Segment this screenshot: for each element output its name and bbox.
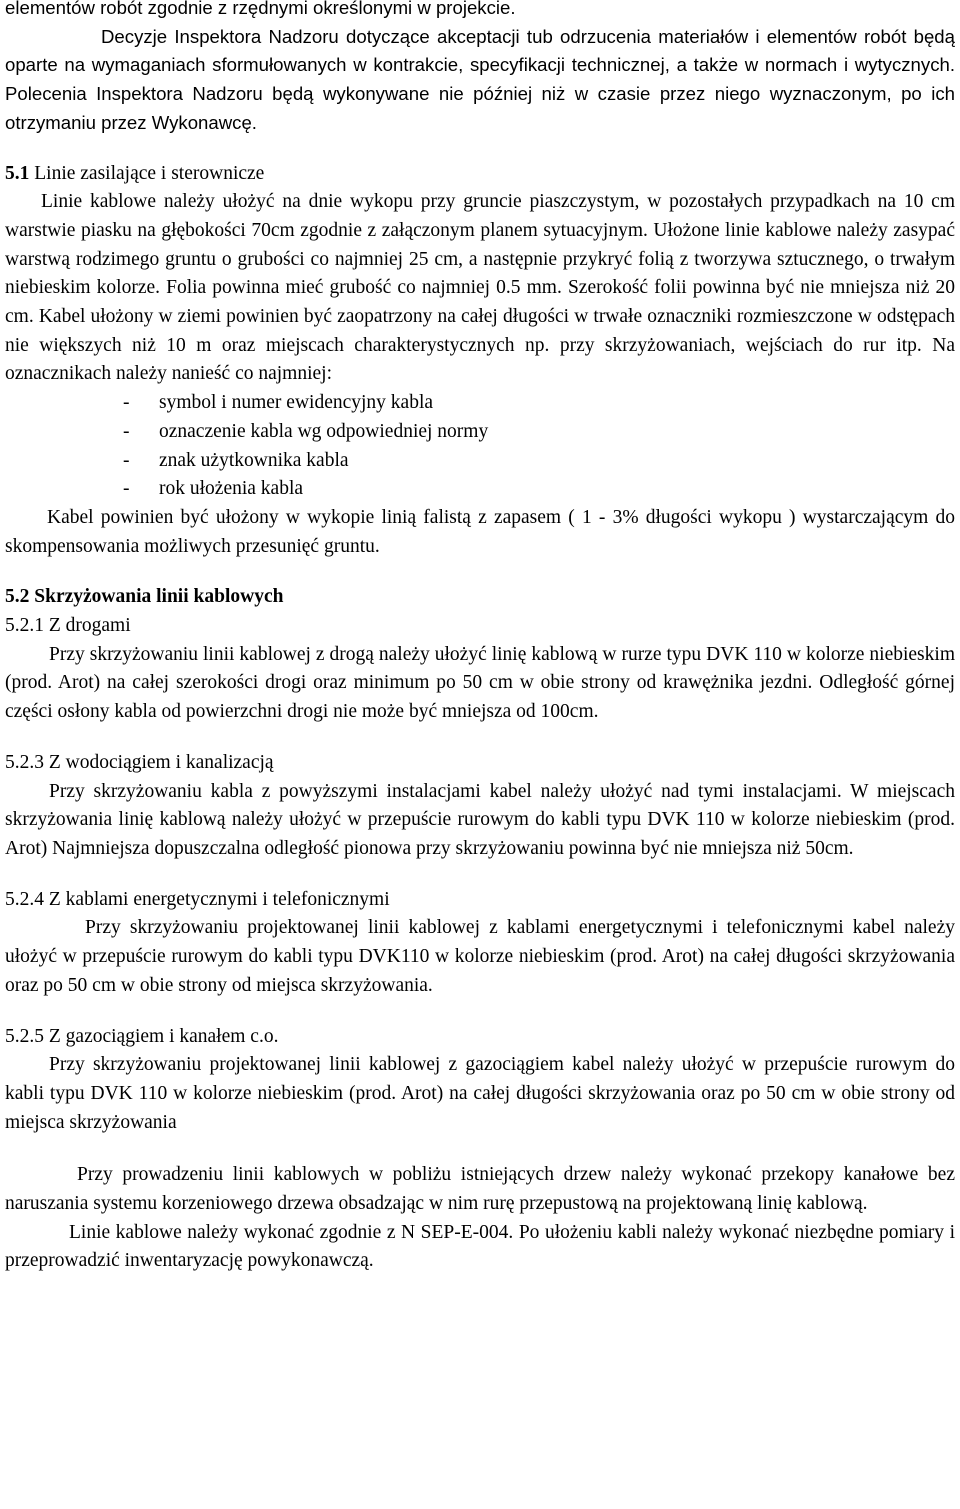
section-5-2-4-paragraph: Przy skrzyżowaniu projektowanej linii kablowej z kablami energetycznymi i telefonicznymi kabel należy ułożyć w przepuście rurowym do kabli typu DVK110 w kolorze niebieskim (prod. Arot) na całej długości skrzyżowania oraz po 50 cm w obie strony od miejsca skrzyżowania. xyxy=(5,917,955,996)
intro-first-line: elementów robót zgodnie z rzędnymi określonymi w projekcie. xyxy=(5,0,516,18)
section-5-2-1-paragraph: Przy skrzyżowaniu linii kablowej z drogą należy ułożyć linię kablową w rurze typu DVK 110 w kolorze niebieskim (prod. Arot) na całej szerokości drogi oraz minimum po 50 cm w obie strony od krawężnika jezdni. Odległość górnej części osłony kabla od powierzchni drogi nie może być mniejsza od 100cm. xyxy=(5,643,955,723)
section-5-1-number: 5.1 xyxy=(5,162,30,184)
list-dash: - xyxy=(123,449,130,471)
section-5-2 xyxy=(5,583,955,1137)
spacer xyxy=(5,727,955,749)
closing-section xyxy=(5,1161,955,1276)
section-5-2-4-heading: 5.2.4 Z kablami energetycznymi i telefonicznymi xyxy=(5,888,390,910)
spacer xyxy=(5,864,955,886)
list-item xyxy=(5,447,955,476)
marker-list xyxy=(5,389,955,504)
spacer xyxy=(5,138,955,160)
closing-paragraph-1: Przy prowadzeniu linii kablowych w pobliżu istniejących drzew należy wykonać przekopy kanałowe bez naruszania systemu korzeniowego drzewa obsadzając w nim rurę przepustową na projektowaną linię kablową. xyxy=(5,1164,955,1215)
document-page xyxy=(5,0,955,1276)
closing-paragraph-2: Linie kablowe należy wykonać zgodnie z N SEP-E-004. Po ułożeniu kabli należy wykonać niezbędne pomiary i przeprowadzić inwentaryzację powykonawczą. xyxy=(5,1221,955,1272)
list-item-text: rok ułożenia kabla xyxy=(159,478,304,500)
spacer xyxy=(5,1137,955,1161)
list-item-text: znak użytkownika kabla xyxy=(159,449,349,471)
section-5-1-paragraph: Linie kablowe należy ułożyć na dnie wykopu przy gruncie piaszczystym, w pozostałych przypadkach na 10 cm warstwie piasku na głębokości 70cm zgodnie z załączonym planem sytuacyjnym. Ułożone linie kablowe należy zasypać warstwą rodzimego gruntu o grubości co najmniej 25 cm, a następnie przykryć folią z tworzywa sztucznego, o trwałym niebieskim kolorze. Folia powinna mieć grubość co najmniej 0.5 mm. Szerokość folii powinna być nie mniejsza niż 20 cm. Kabel ułożony w ziemi powinien być zaopatrzony na całej długości w trwałe oznaczniki rozmieszczone w odstępach nie większych niż 10 m oraz miejscach charakterystycznych np. przy skrzyżowaniach, wejściach do rur itp. Na oznacznikach należy nanieść co najmniej: xyxy=(5,191,955,385)
section-5-1-paragraph-2: Kabel powinien być ułożony w wykopie linią falistą z zapasem ( 1 - 3% długości wykopu ) wystarczającym do skompensowania możliwych przesunięć gruntu. xyxy=(5,506,955,557)
list-item xyxy=(5,418,955,447)
spacer xyxy=(5,561,955,583)
list-dash: - xyxy=(123,392,130,414)
spacer xyxy=(5,1001,955,1023)
intro-section xyxy=(5,0,955,138)
section-5-2-1-heading: 5.2.1 Z drogami xyxy=(5,615,131,637)
list-item xyxy=(5,389,955,418)
section-5-1-title: Linie zasilające i sterownicze xyxy=(34,162,265,184)
section-5-2-5-paragraph: Przy skrzyżowaniu projektowanej linii kablowej z gazociągiem kabel należy ułożyć w przepuście rurowym do kabli typu DVK 110 w kolorze niebieskim (prod. Arot) na całej długości skrzyżowania oraz po 50 cm w obie strony od miejsca skrzyżowania xyxy=(5,1054,955,1133)
section-5-1 xyxy=(5,160,955,562)
section-5-2-3-paragraph: Przy skrzyżowaniu kabla z powyższymi instalacjami kabel należy ułożyć nad tymi instalacjami. W miejscach skrzyżowania linię kablową należy ułożyć w przepuście rurowym do kabli typu DVK 110 w kolorze niebieskim (prod. Arot) Najmniejsza dopuszczalna odległość pionowa przy skrzyżowaniu powinna być nie mniejsza niż 50cm. xyxy=(5,780,955,859)
section-5-1-heading xyxy=(5,160,955,189)
list-dash: - xyxy=(123,478,130,500)
list-dash: - xyxy=(123,420,130,442)
section-5-2-heading: 5.2 Skrzyżowania linii kablowych xyxy=(5,586,284,608)
section-5-2-5-heading: 5.2.5 Z gazociągiem i kanałem c.o. xyxy=(5,1025,279,1047)
intro-paragraph: Decyzje Inspektora Nadzoru dotyczące akceptacji tub odrzucenia materiałów i elementów robót będą oparte na wymaganiach sformułowanych w kontrakcie, specyfikacji technicznej, a także w normach i wytycznych. Polecenia Inspektora Nadzoru będą wykonywane nie później niż w czasie przez niego wyznaczonym, po ich otrzymaniu przez Wykonawcę. xyxy=(5,25,955,133)
list-item-text: symbol i numer ewidencyjny kabla xyxy=(159,392,434,414)
list-item-text: oznaczenie kabla wg odpowiedniej normy xyxy=(159,420,489,442)
list-item xyxy=(5,475,955,504)
section-5-2-3-heading: 5.2.3 Z wodociągiem i kanalizacją xyxy=(5,751,274,773)
